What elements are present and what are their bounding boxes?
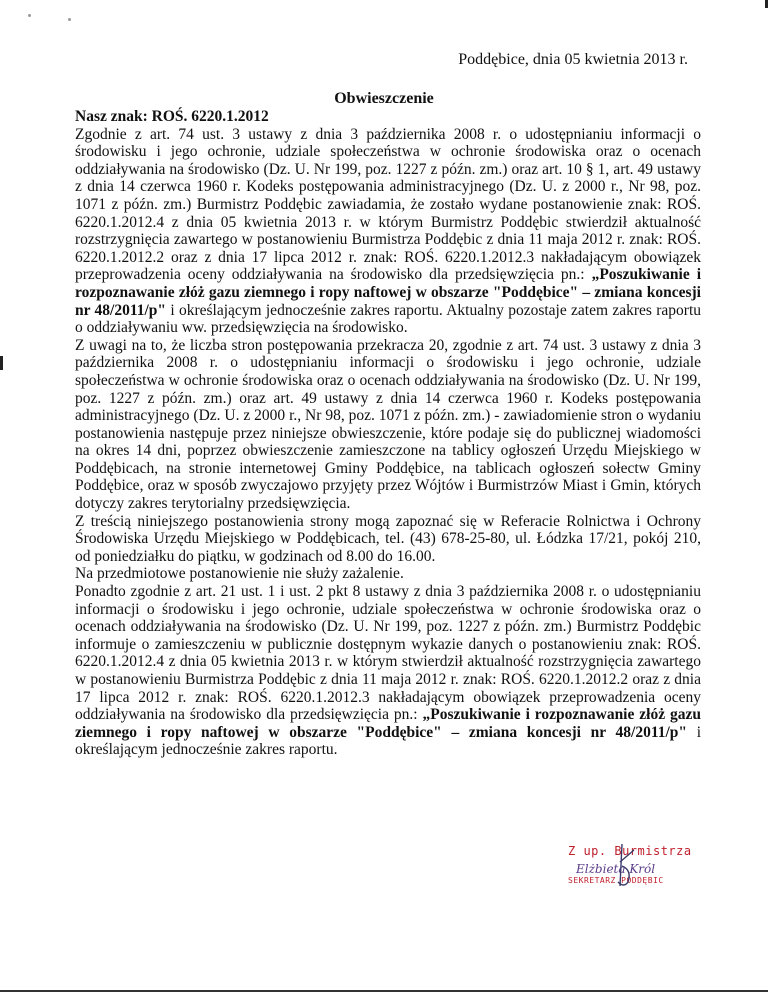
scan-bottom-edge: [0, 990, 768, 992]
scan-speck: [68, 18, 71, 21]
official-stamp: [568, 842, 708, 892]
handwritten-signature: Elżbieta Król: [576, 862, 656, 876]
project-name: „Poszukiwanie i rozpoznawanie złóż gazu ziemnego i ropy naftowej w obszarze "Poddębice" – zmiana koncesji nr 48/2011/p": [75, 266, 701, 319]
project-name: „Poszukiwanie i rozpoznawanie złóż gazu ziemnego i ropy naftowej w obszarze "Poddębice" – zmiana koncesji nr 48/2011/p": [75, 706, 701, 741]
scan-edge-mark: [0, 356, 3, 370]
reference-number: Nasz znak: ROŚ. 6220.1.2012: [75, 108, 269, 125]
paragraph-appeal: Na przedmiotowe postanowienie nie służy zażalenie.: [75, 565, 404, 583]
document-title: Obwieszczenie: [334, 90, 434, 107]
paragraph-text: Ponadto zgodnie z art. 21 ust. 1 i ust. 2 pkt 8 ustawy z dnia 3 października 2008 r. o udostępnianiu informacji o środowisku i jego ochronie, udziale społeczeństwa w ochronie środowiska oraz o ocenach oddziaływania na środowisko (Dz. U. Nr 199, poz. 1227 z późn. zm.) Burmistrz Poddębic informuje o zamieszczeniu w publicznie dostępnym wykazie danych o postanowieniu znak: ROŚ. 6220.1.2012.4 z dnia 05 kwietnia 2013 r. w którym stwierdził aktualność rozstrzygnięcia zawartego w postanowieniu Burmistrza Poddębic z dnia 11 maja 2012 r. znak: ROŚ. 6220.1.2012.2 oraz z dnia 17 lipca 2012 r. znak: ROŚ. 6220.1.2012.3 nakładającym obowiązek przeprowadzenia oceny oddziaływania na środowisko dla przedsięwzięcia pn.:: [75, 583, 701, 724]
signature-stroke: [568, 842, 708, 892]
paragraph-register: [75, 583, 701, 759]
paragraph-access: Z treścią niniejszego postanowienia strony mogą zapoznać się w Referacie Rolnictwa i Ochrony Środowiska Urzędu Miejskiego w Poddębicach, tel. (43) 678-25-80, ul. Łódzka 17/21, pokój 210, od poniedziałku do piątku, w godzinach od 8.00 do 16.00.: [75, 512, 701, 565]
place-and-date: Poddębice, dnia 05 kwietnia 2013 r.: [458, 51, 688, 68]
stamp-authority: Z up. Burmistrza: [568, 844, 692, 858]
paragraph-parties: Z uwagi na to, że liczba stron postępowania przekracza 20, zgodnie z art. 74 ust. 3 ustawy z dnia 3 października 2008 r. o udostępnianiu informacji o środowisku i jego ochronie, udziale społeczeństwa w ochronie środowiska oraz o ocenach oddziaływania na środowisko (Dz. U. Nr 199, poz. 1227 z późn. zm.) oraz art. 49 ustawy z dnia 14 czerwca 1960 r. Kodeks postępowania administracyjnego (Dz. U. z 2000 r., Nr 98, poz. 1071 z późn. zm.) - zawiadomienie stron o wydaniu postanowienia następuje przez niniejsze obwieszczenie, które podaje się do publicznej wiadomości na okres 14 dni, poprzez obwieszczenie zamieszczone na tablicy ogłoszeń Urzędu Miejskiego w Poddębicach, na stronie internetowej Gminy Poddębice, na tablicach ogłoszeń sołectw Gminy Poddębice, oraz w sposób zwyczajowo przyjęty przez Wójtów i Burmistrzów Miast i Gmin, których dotyczy zakres terytorialny przedsięwzięcia.: [75, 336, 701, 513]
paragraph-notice: [75, 126, 701, 337]
paragraph-text: Zgodnie z art. 74 ust. 3 ustawy z dnia 3 października 2008 r. o udostępnianiu informacji o środowisku i jego ochronie, udziale społeczeństwa w ochronie środowiska oraz o ocenach oddziaływania na środowisko (Dz. U. Nr 199, poz. 1227 z późn. zm.) oraz art. 10 § 1, art. 49 ustawy z dnia 14 czerwca 1960 r. Kodeks postępowania administracyjnego (Dz. U. z 2000 r., Nr 98, poz. 1071 z późn. zm.) Burmistrz Poddębic zawiadamia, że zostało wydane postanowienie znak: ROŚ. 6220.1.2012.4 z dnia 05 kwietnia 2013 r. w którym Burmistrz Poddębic stwierdził aktualność rozstrzygnięcia zawartego w postanowieniu Burmistrza Poddębic z dnia 11 maja 2012 r. znak: ROŚ. 6220.1.2012.2 oraz z dnia 17 lipca 2012 r. znak: ROŚ. 6220.1.2012.3 nakładającym obowiązek przeprowadzenia oceny oddziaływania na środowisko dla przedsięwzięcia pn.:: [75, 125, 701, 284]
document-body: [75, 108, 701, 759]
stamp-title: SEKRETARZ PODDĘBIC: [568, 876, 664, 885]
scan-speck: [28, 14, 31, 17]
paragraph-text: i określającym jednocześnie zakres raportu. Aktualny pozostaje zatem zakres raportu o oddziaływaniu ww. przedsięwzięcia na środowisko.: [75, 301, 702, 337]
paragraph-text: i określającym jednocześnie zakres raportu.: [75, 723, 702, 759]
